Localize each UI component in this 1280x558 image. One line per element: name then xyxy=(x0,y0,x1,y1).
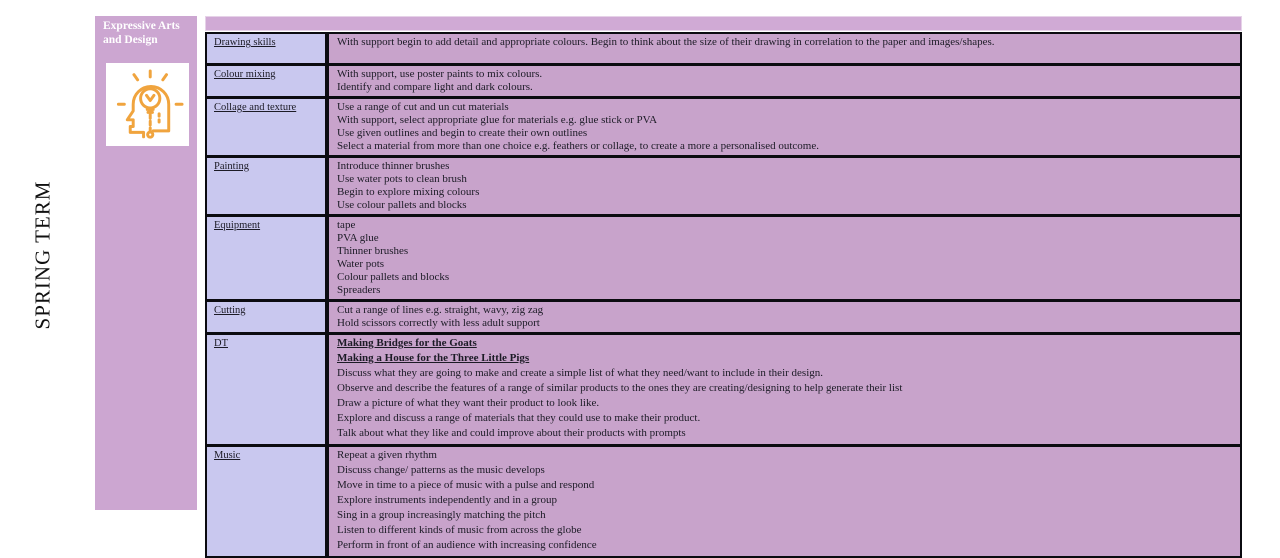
row-label-cell xyxy=(207,302,329,332)
objective-text: Hold scissors correctly with less adult support xyxy=(337,317,540,329)
objective-text: Discuss change/ patterns as the music develops xyxy=(337,464,545,476)
objective-text: Use given outlines and begin to create their own outlines xyxy=(337,127,588,139)
objective-text: With support, use poster paints to mix colours. xyxy=(337,68,543,80)
row-content-cell xyxy=(329,217,1240,299)
table-top-bar xyxy=(205,16,1242,31)
objective-text: Making a House for the Three Little Pigs xyxy=(337,352,530,364)
objective-text: Use water pots to clean brush xyxy=(337,173,467,185)
row-label-text: Painting xyxy=(214,161,250,172)
row-content-cell xyxy=(329,158,1240,214)
objective-text: tape xyxy=(337,219,356,231)
objective-text: Making Bridges for the Goats xyxy=(337,337,477,349)
objective-text: Identify and compare light and dark colours. xyxy=(337,81,533,93)
objective-text: Talk about what they like and could improve about their products with prompts xyxy=(337,427,686,439)
subject-panel xyxy=(95,16,197,510)
row-label-cell xyxy=(207,217,329,299)
objective-text: Use a range of cut and un cut materials xyxy=(337,101,509,113)
objective-text: PVA glue xyxy=(337,232,379,244)
objective-text: Introduce thinner brushes xyxy=(337,160,450,172)
row-content-cell xyxy=(329,66,1240,96)
row-content-cell xyxy=(329,447,1240,556)
table-row xyxy=(207,444,1240,556)
objective-text: Colour pallets and blocks xyxy=(337,271,450,283)
subject-icon-box xyxy=(106,63,189,146)
table-row xyxy=(207,299,1240,332)
objective-text: Discuss what they are going to make and create a simple list of what they need/want to include in their design. xyxy=(337,367,824,379)
row-label-cell xyxy=(207,158,329,214)
objective-text: Cut a range of lines e.g. straight, wavy, zig zag xyxy=(337,304,544,316)
objective-text: Listen to different kinds of music from across the globe xyxy=(337,524,582,536)
table-row xyxy=(207,155,1240,214)
row-content-cell xyxy=(329,302,1240,332)
row-label-text: DT xyxy=(214,338,228,349)
idea-head-lightbulb-icon xyxy=(111,68,185,142)
table-row xyxy=(207,214,1240,299)
objective-text: Repeat a given rhythm xyxy=(337,449,437,461)
table-row xyxy=(207,34,1240,63)
row-label-text: Equipment xyxy=(214,220,261,231)
table-row xyxy=(207,332,1240,444)
table-body xyxy=(205,32,1242,558)
term-label: SPRING TERM xyxy=(30,180,55,330)
row-label-cell xyxy=(207,99,329,155)
objective-text: Explore instruments independently and in a group xyxy=(337,494,557,506)
objective-text: Perform in front of an audience with increasing confidence xyxy=(337,539,597,551)
row-label-cell xyxy=(207,335,329,444)
row-content-cell xyxy=(329,99,1240,155)
objective-text: Sing in a group increasingly matching the pitch xyxy=(337,509,546,521)
table-row xyxy=(207,63,1240,96)
objective-text: Water pots xyxy=(337,258,385,270)
objective-text: Spreaders xyxy=(337,284,381,296)
objective-text: Move in time to a piece of music with a pulse and respond xyxy=(337,479,595,491)
objective-text: With support begin to add detail and appropriate colours. Begin to think about the size of their drawing in correlation to the paper and images/shapes. xyxy=(337,36,995,48)
row-content-cell xyxy=(329,335,1240,444)
curriculum-table xyxy=(205,16,1242,558)
row-label-cell xyxy=(207,34,329,63)
table-row xyxy=(207,96,1240,155)
objective-text: Begin to explore mixing colours xyxy=(337,186,480,198)
row-content-cell xyxy=(329,34,1240,63)
row-label-cell xyxy=(207,447,329,556)
objective-text: With support, select appropriate glue for materials e.g. glue stick or PVA xyxy=(337,114,658,126)
objective-text: Thinner brushes xyxy=(337,245,409,257)
subject-title: Expressive Arts and Design xyxy=(103,20,180,46)
objective-text: Observe and describe the features of a range of similar products to the ones they are creating/designing to help generate their list xyxy=(337,382,903,394)
row-label-cell xyxy=(207,66,329,96)
objective-text: Draw a picture of what they want their product to look like. xyxy=(337,397,600,409)
objective-text: Explore and discuss a range of materials that they could use to make their product. xyxy=(337,412,701,424)
row-label-text: Colour mixing xyxy=(214,69,276,80)
objective-text: Select a material from more than one choice e.g. feathers or collage, to create a more a personalised outcome. xyxy=(337,140,819,152)
objective-text: Use colour pallets and blocks xyxy=(337,199,467,211)
row-label-text: Drawing skills xyxy=(214,37,276,48)
row-label-text: Cutting xyxy=(214,305,246,316)
row-label-text: Collage and texture xyxy=(214,102,297,113)
row-label-text: Music xyxy=(214,450,241,461)
